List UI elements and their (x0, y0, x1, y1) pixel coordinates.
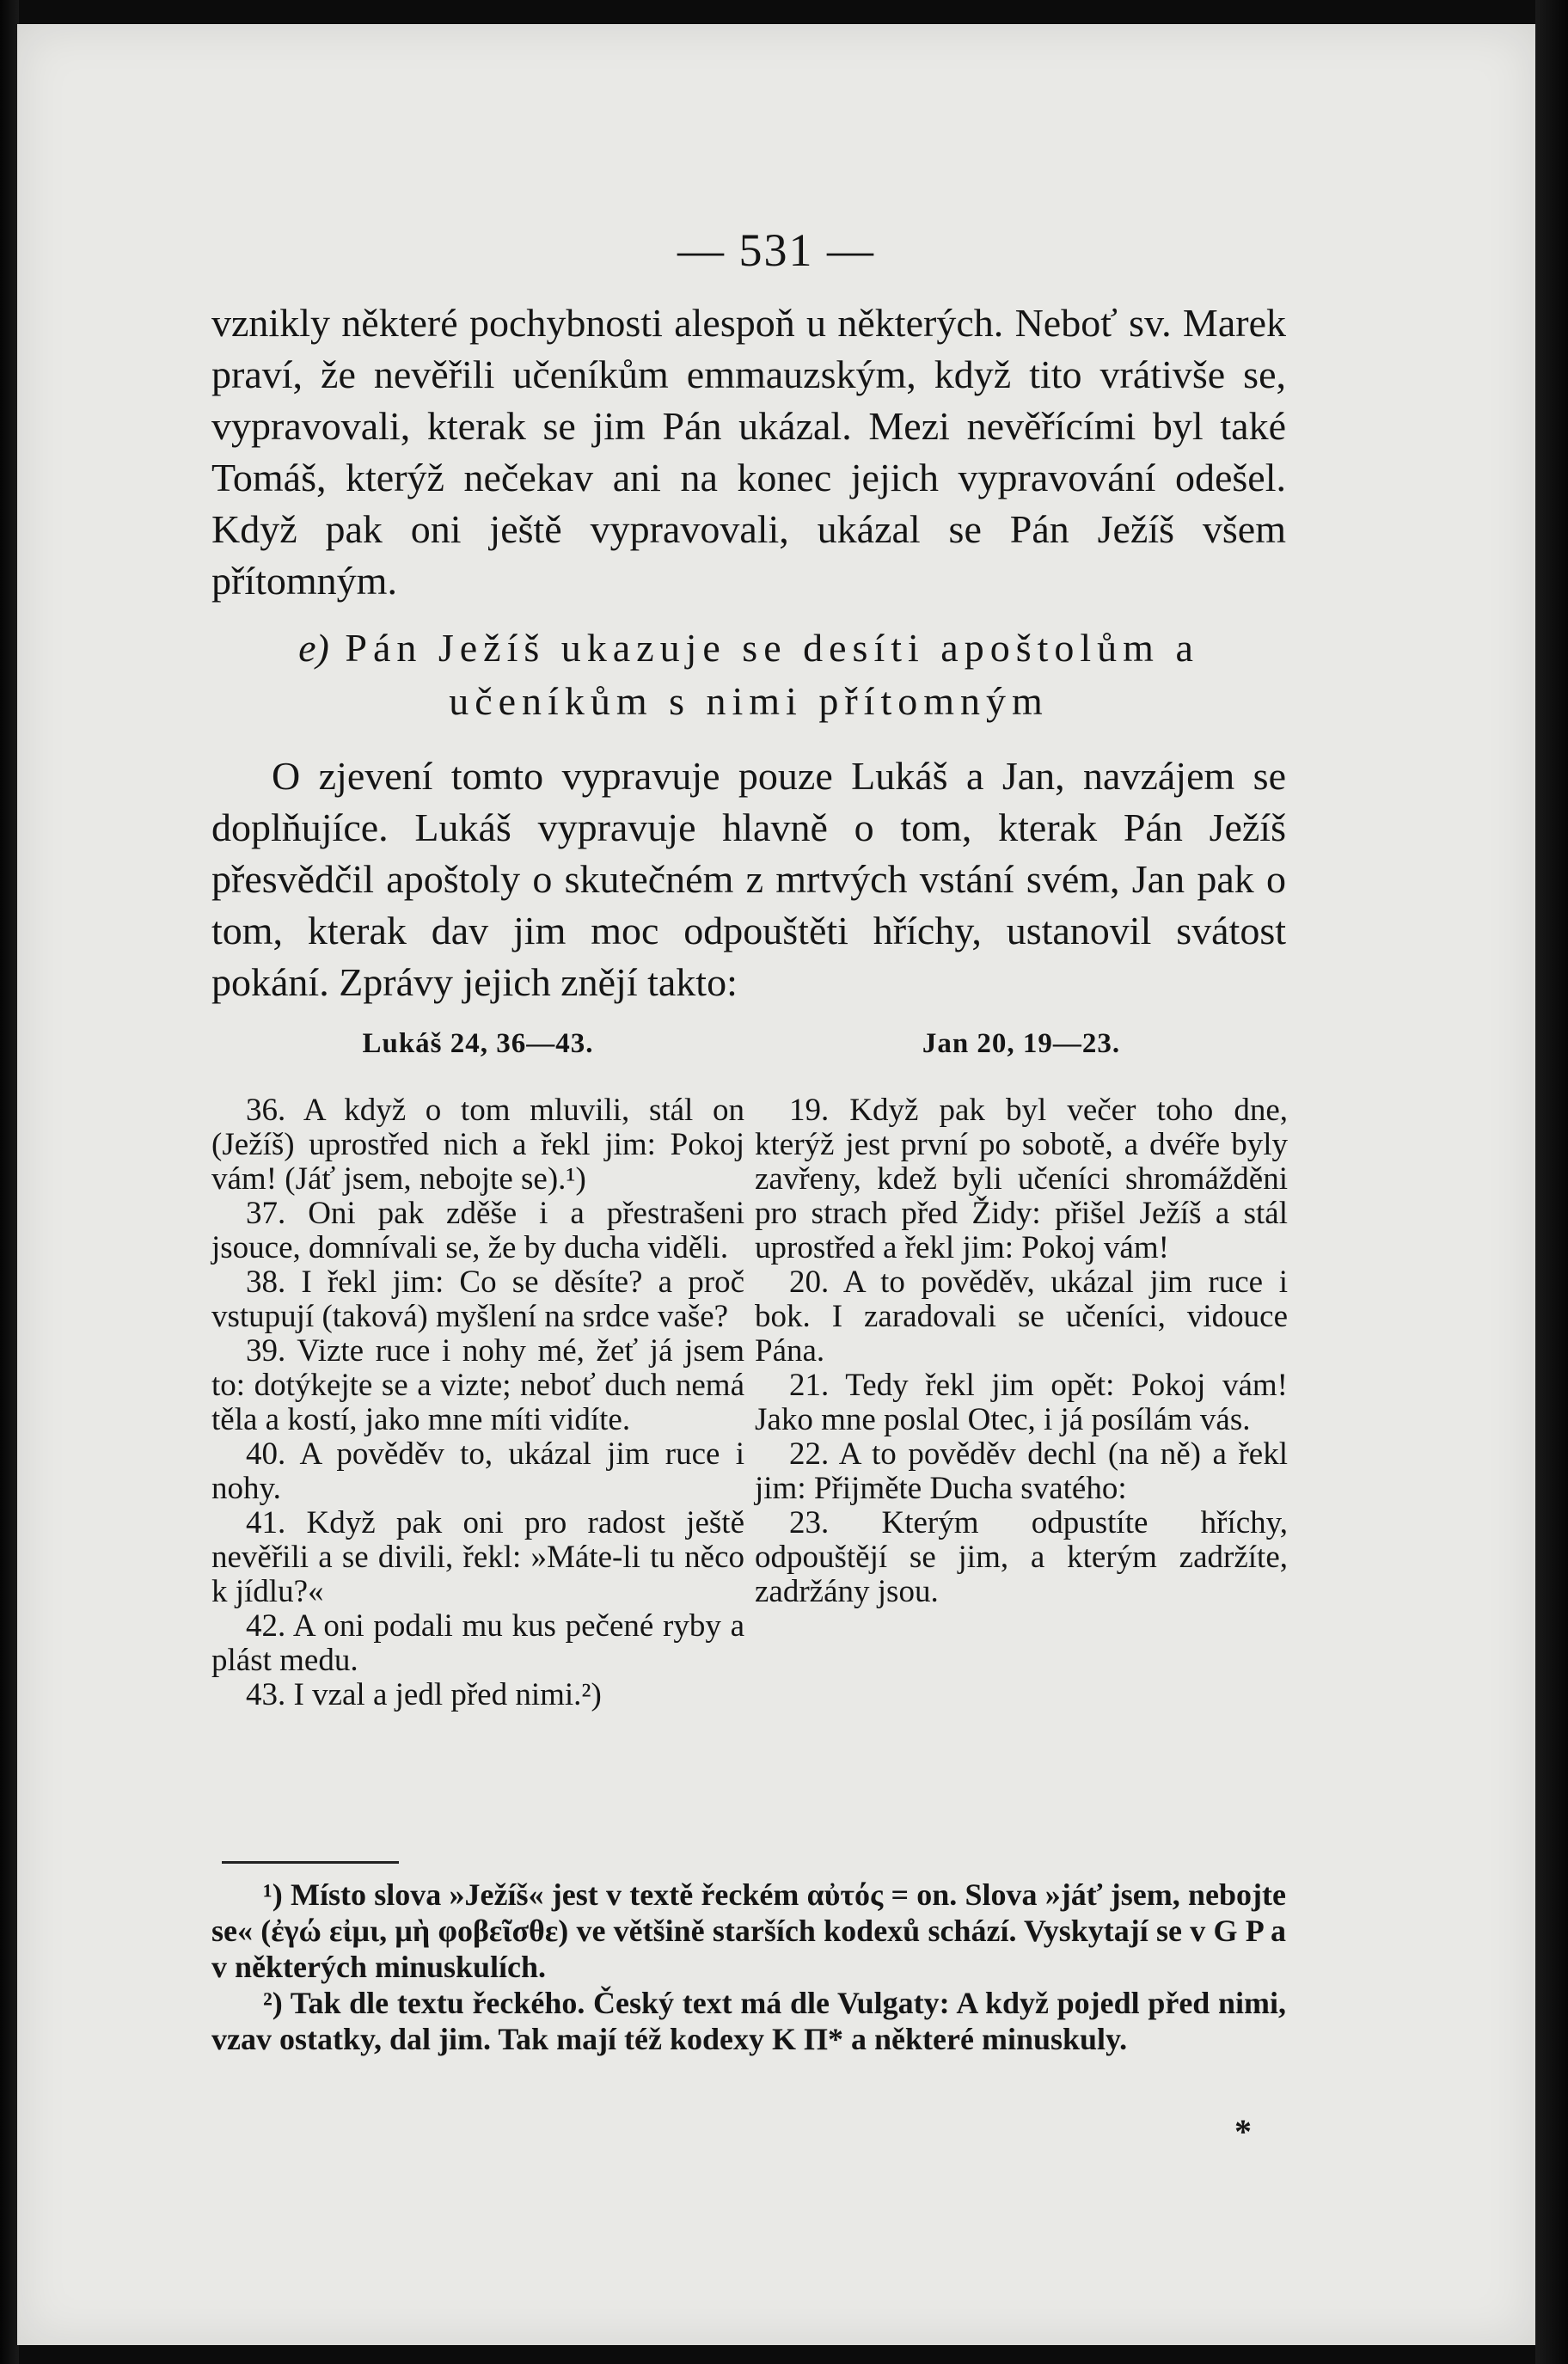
verse: 23. Kterým odpustíte hříchy, odpouštějí se jim, a kterým zadržíte, zadržány jsou. (755, 1505, 1288, 1609)
verse: 42. A oni podali mu kus pečené ryby a plást medu. (211, 1608, 744, 1678)
verse: 37. Oni pak zděše i a přestrašeni jsouce, domnívali se, že by ducha viděli. (211, 1196, 744, 1265)
verse: 21. Tedy řekl jim opět: Pokoj vám! Jako mne poslal Otec, i já posílám vás. (755, 1368, 1288, 1437)
scan-edge-left (0, 0, 19, 2364)
scan-edge-right (1535, 0, 1568, 2364)
right-column-reference: Jan 20, 19—23. (922, 1028, 1121, 1059)
right-column-john (755, 1026, 1288, 1609)
verse: 36. A když o tom mluvili, stál on (Ježíš) uprostřed nich a řekl jim: Pokoj vám! (Jáť jsem, nebojte se).¹) (211, 1093, 744, 1197)
second-paragraph-text: O zjevení tomto vypravuje pouze Lukáš a Jan, navzájem se doplňujíce. Lukáš vypravuje hlavně o tom, kterak Pán Ježíš přesvědčil apoštoly o skutečném z mrtvých vstání svém, Jan pak o tom, kterak dav jim moc odpouštěti hříchy, ustanovil svátost pokání. Zprávy jejich znějí takto: (211, 754, 1286, 1004)
verse: 19. Když pak byl večer toho dne, kterýž jest první po sobotě, a dvéře byly zavřeny, kdež byli učeníci shromážděni pro strach před Židy: přišel Ježíš a stál uprostřed a řekl jim: Pokoj vám! (755, 1093, 1288, 1265)
verse: 39. Vizte ruce i nohy mé, žeť já jsem to: dotýkejte se a vizte; neboť duch nemá těla a kostí, jako mne míti vidíte. (211, 1333, 744, 1437)
section-title: Pán Ježíš ukazuje se desíti apoštolům a učeníkům s nimi přítomným (345, 626, 1199, 723)
second-paragraph (211, 750, 1286, 1008)
page-number: — 531 — (677, 224, 875, 276)
verse: 22. A to pověděv dechl (na ně) a řekl jim: Přijměte Ducha svatého: (755, 1436, 1288, 1506)
verse: 38. I řekl jim: Co se děsíte? a proč vstupují (taková) myšlení na srdce vaše? (211, 1265, 744, 1334)
left-column-luke (211, 1026, 744, 1712)
section-heading (211, 622, 1286, 728)
footnote: ¹) Místo slova »Ježíš« jest v textě řeckém αὐτός = on. Slova »jáť jsem, nebojte se« (ἐγώ εἰμι, μὴ φοβεῖσθε) ve většině starších kodexů schází. Vyskytají se v G P a v některých minuskulích. (211, 1877, 1286, 1984)
footnotes (211, 1877, 1286, 2057)
verse: 43. I vzal a jedl před nimi.²) (246, 1677, 602, 1712)
footnote-divider (222, 1861, 399, 1864)
footnote: ²) Tak dle textu řeckého. Český text má dle Vulgaty: A když pojedl před nimi, vzav ostatky, dal jim. Tak mají též kodexy K Π* a některé minuskuly. (211, 1986, 1286, 2056)
page-mark: * (1234, 2112, 1252, 2151)
left-column-reference: Lukáš 24, 36—43. (362, 1028, 594, 1059)
section-marker: e) (298, 626, 329, 670)
verse: 41. Když pak oni pro radost ještě nevěřili a se divili, řekl: »Máte-li tu něco k jídlu?« (211, 1505, 744, 1609)
book-page (17, 24, 1535, 2345)
intro-paragraph: vznikly některé pochybnosti alespoň u některých. Neboť sv. Marek praví, že nevěřili učeníkům emmauzským, když tito vrátivše se, vypravovali, kterak se jim Pán ukázal. Mezi nevěřícími byl také Tomáš, kterýž nečekav ani na konec jejich vypravování odešel. Když pak oni ještě vypravovali, ukázal se Pán Ježíš všem přítomným. (211, 301, 1286, 603)
verse: 40. A pověděv to, ukázal jim ruce i nohy. (211, 1436, 744, 1506)
verse: 20. A to pověděv, ukázal jim ruce i bok. I zaradovali se učeníci, vidouce Pána. (755, 1265, 1288, 1369)
